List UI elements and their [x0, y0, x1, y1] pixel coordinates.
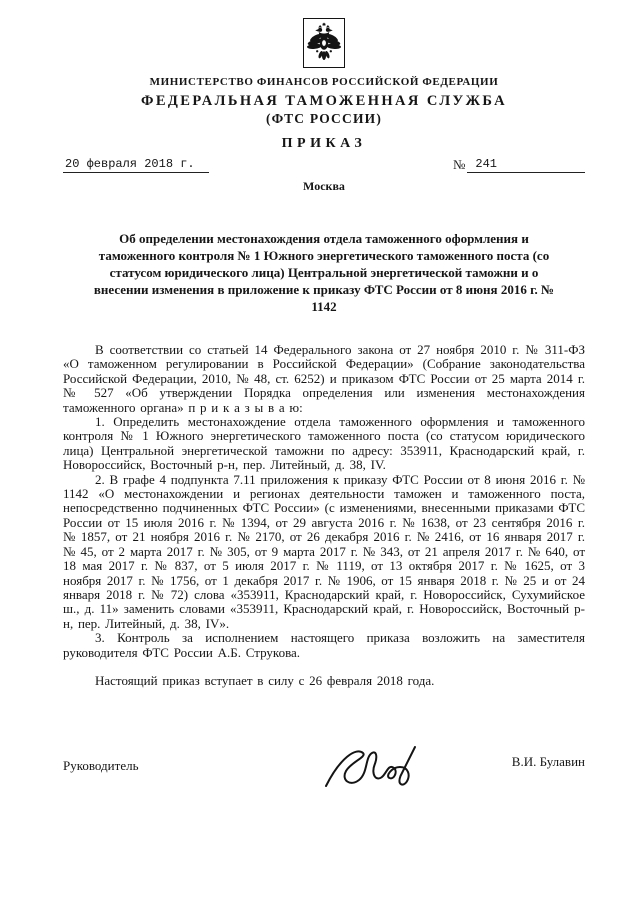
order-number-group [453, 157, 585, 173]
signature-block [63, 752, 585, 774]
point-3-paragraph: 3. Контроль за исполнением настоящего приказа возложить на заместителя руководителя ФТС России А.Б. Струкова. [63, 630, 585, 660]
agency-name: ФЕДЕРАЛЬНАЯ ТАМОЖЕННАЯ СЛУЖБА [140, 93, 507, 109]
agency-short-name: (ФТС РОССИИ) [265, 111, 383, 126]
coat-of-arms-emblem [303, 18, 345, 68]
order-body [63, 343, 585, 688]
signer-name: В.И. Булавин [511, 754, 585, 770]
order-date: 20 февраля 2018 г. [63, 157, 209, 173]
letterhead [63, 18, 585, 152]
order-number: 241 [467, 157, 585, 173]
preamble-paragraph: В соответствии со статьей 14 Федерального закона от 27 ноября 2010 г. № 311-ФЗ «О таможенном регулировании в Российской Федерации» (Собрание законодательства Российской Федерации, 2010, № 48, ст. 6252) и приказом ФТС России от 25 марта 2014 г. № 527 «Об утверждении Порядка определения или изменения местонахождения таможенного органа» п р и к а з ы в а ю: [63, 342, 585, 415]
order-title: Об определении местонахождения отдела таможенного оформления и таможенного контроля № 1 Южного энергетического таможенного поста (со статусом юридического лица) Центральной энергетической таможни и о внесении изменения в приложение к приказу ФТС России от 8 июня 2016 г. № 1142 [93, 231, 555, 314]
document-type-heading: ПРИКАЗ [281, 136, 367, 151]
handwritten-signature-icon [318, 740, 448, 802]
date-number-row [63, 157, 585, 173]
ministry-name: МИНИСТЕРСТВО ФИНАНСОВ РОССИЙСКОЙ ФЕДЕРАЦИИ [149, 76, 499, 88]
number-sign: № [453, 157, 466, 172]
point-2-paragraph: 2. В графе 4 подпункта 7.11 приложения к приказу ФТС России от 8 июня 2016 г. № 1142 «О местонахождении и регионах деятельности таможен и таможенного поста, непосредственно подчиненных ФТС России» (с изменениями, внесенными приказами ФТС России от 15 июля 2016 г. № 1394, от 29 августа 2016 г. № 1638, от 23 сентября 2016 г. № 1857, от 21 ноября 2016 г. № 2170, от 26 декабря 2016 г. № 2416, от 16 января 2017 г. № 45, от 2 марта 2017 г. № 305, от 9 марта 2017 г. № 343, от 21 апреля 2017 г. № 640, от 18 мая 2017 г. № 837, от 5 июля 2017 г. № 1119, от 13 октября 2017 г. № 1625, от 3 ноября 2017 г. № 1756, от 1 декабря 2017 г. № 1906, от 15 января 2018 г. № 25 и от 24 января 2018 г. № 72) слова «353911, Краснодарский край, г. Новороссийск, Сухумийское ш., д. 11» заменить словами «353911, Краснодарский край, г. Новороссийск, Восточный р-н, пер. Литейный, д. 38, IV». [63, 471, 585, 631]
effective-date-paragraph: Настоящий приказ вступает в силу с 26 февраля 2018 года. [95, 672, 435, 688]
signer-position: Руководитель [63, 758, 139, 774]
point-1-paragraph: 1. Определить местонахождение отдела таможенного оформления и таможенного контроля № 1 Южного энергетического таможенного поста (со статусом юридического лица) Центральной энергетической таможни по адресу: 353911, Краснодарский край, г. Новороссийск, Восточный р-н, пер. Литейный, д. 38, IV. [63, 414, 585, 473]
double-headed-eagle-icon [307, 22, 341, 64]
city-label: Москва [303, 179, 345, 193]
